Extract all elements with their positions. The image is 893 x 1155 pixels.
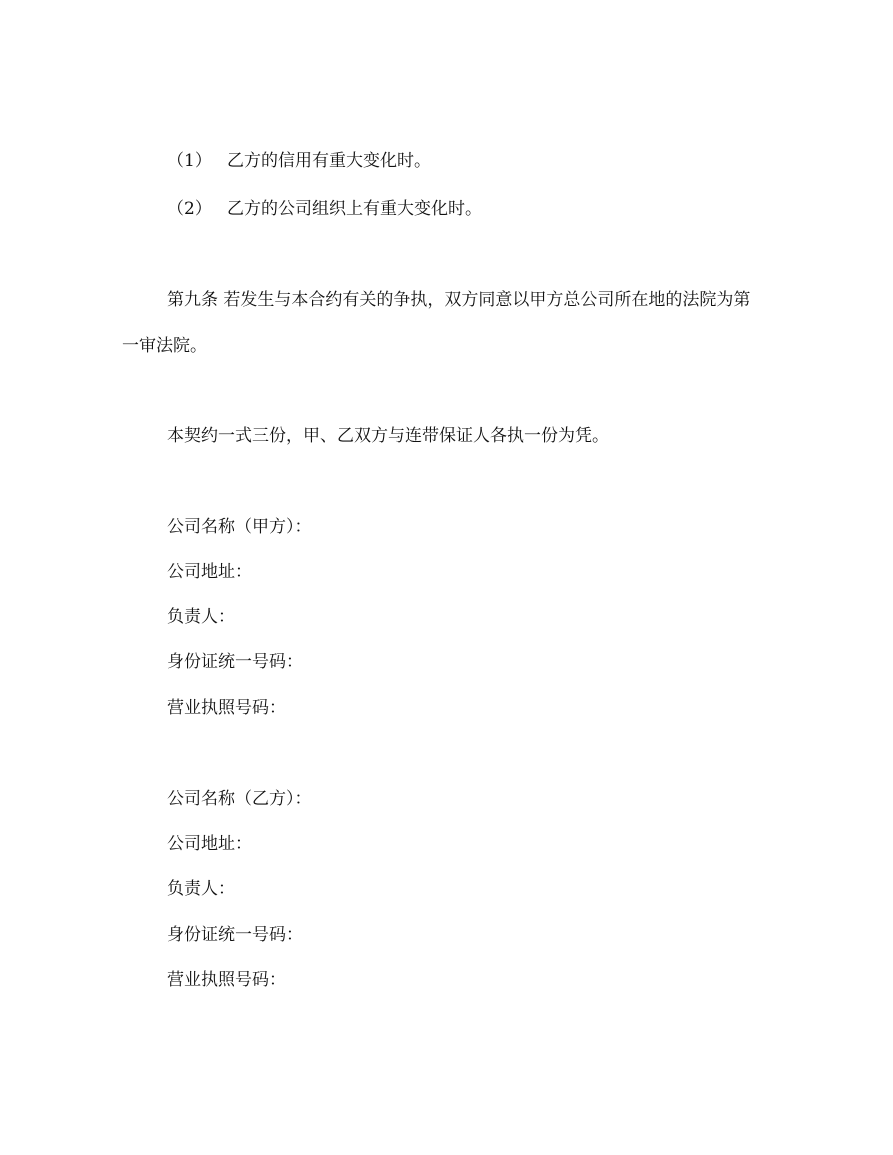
party-b-id-number: 身份证统一号码：	[167, 925, 303, 945]
clause-1-number: （1）	[167, 151, 212, 171]
party-a-company-address: 公司地址：	[167, 562, 252, 582]
article-9-line-1: 第九条 若发生与本合约有关的争执，双方同意以甲方总公司所在地的法院为第	[167, 290, 751, 310]
party-b-company-address: 公司地址：	[167, 834, 252, 854]
clause-1	[167, 150, 431, 172]
party-a-business-license: 营业执照号码：	[167, 698, 286, 718]
party-a-id-number: 身份证统一号码：	[167, 652, 303, 672]
clause-2-number: （2）	[167, 199, 212, 219]
party-b-business-license: 营业执照号码：	[167, 970, 286, 990]
copies-statement: 本契约一式三份，甲、乙双方与连带保证人各执一份为凭。	[167, 426, 609, 446]
party-a-company-name: 公司名称（甲方）：	[167, 517, 312, 537]
clause-2	[167, 198, 482, 220]
article-9-line-2: 一审法院。	[122, 336, 207, 356]
party-b-company-name: 公司名称（乙方）：	[167, 789, 312, 809]
clause-2-text: 乙方的公司组织上有重大变化时。	[227, 199, 482, 219]
party-b-responsible-person: 负责人：	[167, 879, 235, 899]
clause-1-text: 乙方的信用有重大变化时。	[227, 151, 431, 171]
party-a-responsible-person: 负责人：	[167, 607, 235, 627]
